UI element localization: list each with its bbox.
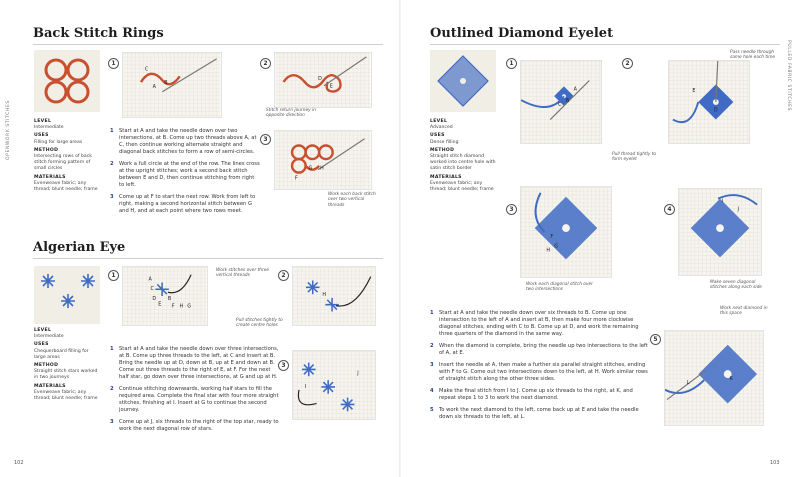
section-rule [33, 258, 383, 259]
svg-text:B: B [164, 81, 168, 87]
algerian-eye-diagram-3 [292, 350, 376, 420]
step-item: 3 Come up at F to start the next row. Work from left to right, making a second horizontal stitch between G and H, and at each point where two rows meet. [110, 194, 256, 214]
figure-number: 1 [506, 58, 517, 69]
algerian-eye-sample-swatch [34, 266, 100, 324]
step-item: 1 Start at A and take the needle down over three intersections, at B. Come up three threads to the left, at C and insert at B. Bring the needle up at D, down at B, up at E and down at B. Come out three threads to the right of E, at F. For the next half star, go down over three intersections, at G and up at H. [110, 346, 279, 380]
svg-text:J: J [357, 370, 359, 377]
algerian-eye-steps [110, 346, 280, 438]
svg-text:F: F [171, 304, 175, 310]
svg-text:C: C [150, 287, 154, 293]
diamond-eyelet-steps [430, 310, 648, 426]
step-item: 5 To work the next diamond to the left, come back up at E and take the needle down six threads to the left, at L. [430, 407, 639, 420]
step-item: 3 Come up at J, six threads to the right of the top star, ready to work the next diagonal row of stars. [110, 419, 279, 432]
diamond-eyelet-diagram-4 [678, 188, 762, 276]
svg-text:C: C [558, 101, 562, 108]
svg-text:H: H [546, 247, 551, 254]
page-gutter [399, 0, 401, 477]
svg-text:E: E [329, 84, 333, 90]
step-item: 4 Make the final stitch from I to J. Come up six threads to the right, at K, and repeat steps 1 to 3 to work the next diamond. [430, 388, 633, 401]
diagram-note: Pull stitches tightly to create centre holes [236, 318, 283, 329]
figure-number: 2 [622, 58, 633, 69]
back-stitch-diagram-2 [274, 52, 372, 108]
svg-text:D: D [318, 77, 322, 82]
svg-text:D: D [713, 107, 718, 114]
diagram-note: Pass needle through same hole each time [730, 50, 776, 61]
figure-number: 5 [650, 334, 661, 345]
svg-text:B: B [565, 98, 570, 104]
diagram-note: Work each diagonal stitch over two intersections [526, 282, 593, 293]
figure-number: 1 [108, 270, 119, 281]
diamond-eyelet-title: Outlined Diamond Eyelet [430, 26, 614, 41]
svg-text:J: J [737, 206, 740, 213]
step-item: 1 Start at A and take the needle down over two intersections, at B. Come up two threads above A, at C, then continue working alternate straight and diagonal back stitches to form a row of semi-circles. [110, 128, 257, 155]
diagram-note: Stitch return journey in opposite direction [266, 108, 316, 119]
step-item: 2 Work a full circle at the end of the row. The lines cross at the upright stitches; work a second back stitch between E and D, then continue stitching from right to left. [110, 161, 260, 188]
diamond-eyelet-diagram-5 [664, 330, 764, 426]
diamond-eyelet-diagram-2 [668, 60, 750, 144]
step-item: 3 Insert the needle at A, then make a further six parallel straight stitches, ending with F to G. Come out two intersections down to the left, at H. Work similar rows of straight stitch along the other three sides. [430, 362, 648, 382]
svg-text:G: G [554, 243, 559, 250]
page-number-right: 103 [770, 460, 780, 466]
svg-text:L: L [686, 379, 690, 386]
figure-number: 2 [260, 58, 271, 69]
diagram-note: Work each back stitch over two vertical threads [328, 192, 376, 208]
section-rule [33, 44, 383, 45]
page-number-left: 102 [14, 460, 24, 466]
diamond-eyelet-meta: LEVEL Advanced USES Dense filling METHOD Straight stitch diamond worked into centre hole with satin stitch border MATERIALS Evenweave fabric; any thread; blunt needle; frame [430, 119, 496, 193]
svg-text:F: F [550, 233, 554, 240]
figure-number: 4 [664, 204, 675, 215]
algerian-eye-meta: LEVEL Intermediate USES Chequerboard filling for large areas METHOD Straight stitch stars worked in two journeys MATERIALS Evenweave fabric; any thread; blunt needle; frame [34, 328, 98, 402]
svg-text:H: H [179, 304, 184, 310]
svg-text:B: B [167, 296, 172, 302]
step-item: 2 Continue stitching downwards, working half stars to fill the required area. Complete the final star with four more straight stitches, finishing at I. Insert at G to continue the second journey. [110, 386, 279, 413]
svg-text:A: A [148, 277, 152, 283]
diamond-eyelet-diagram-1 [520, 60, 602, 144]
svg-text:D: D [152, 296, 157, 302]
figure-number: 3 [260, 134, 271, 145]
svg-text:H: H [322, 293, 327, 298]
svg-text:I: I [304, 383, 307, 390]
back-stitch-diagram-1 [122, 52, 222, 118]
svg-text:A: A [152, 84, 156, 90]
svg-text:I: I [721, 198, 724, 205]
diagram-note: Work next diamond in this space [720, 306, 768, 317]
algerian-eye-diagram-1 [122, 266, 208, 326]
algerian-eye-diagram-2 [292, 266, 376, 326]
section-tab-right: PULLED FABRIC STITCHES [786, 40, 791, 111]
figure-number: 2 [278, 270, 289, 281]
svg-text:G: G [308, 166, 313, 172]
back-stitch-steps [110, 128, 260, 220]
svg-text:E: E [158, 302, 162, 308]
diagram-note: Work stitches over three vertical threads [216, 268, 270, 279]
step-item: 2 When the diamond is complete, bring the needle up two intersections to the left of A, at E. [430, 343, 648, 356]
algerian-eye-title: Algerian Eye [33, 240, 126, 255]
back-stitch-sample-swatch [34, 50, 100, 112]
svg-text:C: C [144, 67, 149, 73]
figure-number: 3 [278, 360, 289, 371]
diagram-note: Make seven diagonal stitches along each side [710, 280, 762, 291]
back-stitch-meta: LEVEL Intermediate USES Filling for large areas METHOD Intersecting rows of back stitch forming pattern of small circles MATERIALS Evenweave fabric; any thread; blunt needle; frame [34, 119, 98, 193]
diamond-eyelet-sample-swatch [430, 50, 496, 112]
section-rule [430, 44, 780, 45]
svg-text:F: F [294, 176, 298, 182]
diamond-eyelet-diagram-3 [520, 186, 612, 278]
svg-text:A: A [573, 86, 578, 93]
svg-text:H: H [320, 166, 324, 172]
step-item: 1 Start at A and take the needle down over six threads to B. Come up one intersection to the left of A and insert at B, then make four more clockwise diagonal stitches, ending with C to B. Come up at D, and work the remaining three quarters of the diamond in the same way. [430, 310, 639, 337]
svg-text:K: K [729, 375, 733, 382]
section-tab-left: OPENWORK STITCHES [6, 100, 11, 160]
figure-number: 3 [506, 204, 517, 215]
diagram-note: Pull thread tightly to form eyelet [612, 152, 657, 163]
figure-number: 1 [108, 58, 119, 69]
svg-text:E: E [692, 88, 696, 95]
svg-text:G: G [187, 304, 191, 310]
back-stitch-title: Back Stitch Rings [33, 26, 164, 41]
back-stitch-diagram-3 [274, 130, 372, 190]
